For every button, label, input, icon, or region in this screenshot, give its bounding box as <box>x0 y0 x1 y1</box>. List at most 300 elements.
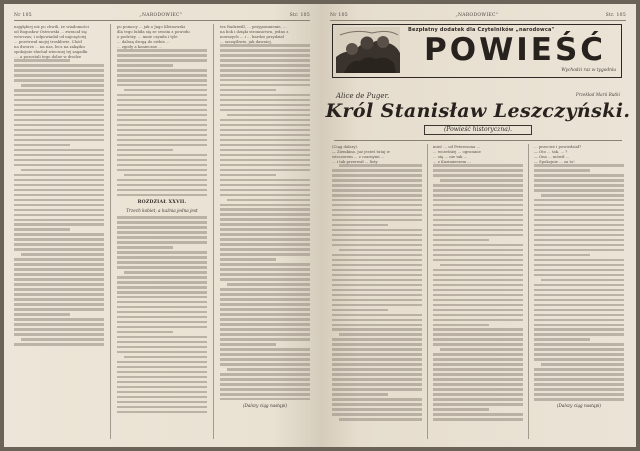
text-line-placeholder <box>117 306 207 309</box>
text-line-placeholder <box>433 279 523 282</box>
text-line-placeholder <box>534 254 590 257</box>
text-line: ... się ... nie tak ... <box>433 154 468 159</box>
text-line-placeholder <box>14 219 104 222</box>
text-line-placeholder <box>433 413 523 416</box>
right-column-1 <box>332 144 422 439</box>
text-line-placeholder <box>220 393 310 396</box>
text-line-placeholder <box>534 314 624 317</box>
text-line-placeholder <box>21 84 104 87</box>
text-line-placeholder <box>433 184 523 187</box>
text-line-placeholder <box>433 294 523 297</box>
left-column-1 <box>14 24 104 439</box>
text-line: — Spokojnie ... za to! <box>534 159 575 164</box>
text-line-placeholder <box>14 199 104 202</box>
text-line: ... szczęśliwie, jak dawniej. <box>220 39 272 44</box>
text-line-placeholder <box>14 194 104 197</box>
text-line-placeholder <box>332 324 422 327</box>
left-col2-body-top <box>117 49 207 196</box>
text-line-placeholder <box>220 54 310 57</box>
continued-note: (Dalszy ciąg nastąpi) <box>242 402 288 408</box>
text-line-placeholder <box>14 129 104 132</box>
text-line-placeholder <box>332 229 422 232</box>
text-line-placeholder <box>117 391 207 394</box>
text-line-placeholder <box>14 214 104 217</box>
text-line-placeholder <box>220 253 310 256</box>
text-line-placeholder <box>117 139 207 142</box>
text-line-placeholder <box>124 356 207 359</box>
text-line-placeholder <box>117 236 207 239</box>
text-line-placeholder <box>220 184 310 187</box>
text-line-placeholder <box>14 223 104 226</box>
text-line-placeholder <box>332 224 388 227</box>
text-line: ..., a pozostali tego dolne w drodze <box>14 54 82 59</box>
text-line: ... przecież i powiedział? <box>534 144 582 149</box>
text-line-placeholder <box>117 84 207 87</box>
text-line-placeholder <box>14 109 104 112</box>
text-line-placeholder <box>534 333 624 336</box>
text-line-placeholder <box>220 159 310 162</box>
text-line-placeholder <box>220 248 310 251</box>
text-line-placeholder <box>534 259 624 262</box>
text-line-placeholder <box>117 159 207 162</box>
text-line-placeholder <box>14 159 104 162</box>
text-line-placeholder <box>541 363 624 366</box>
left-head-title: „NARODOWIEC" <box>139 13 183 18</box>
text-line-placeholder <box>440 348 523 351</box>
text-line-placeholder <box>14 258 104 261</box>
text-line: dla tego lubiła się ze swoim z powodu <box>117 29 190 34</box>
text-line-placeholder <box>534 353 624 356</box>
text-line-placeholder <box>433 314 523 317</box>
text-line-placeholder <box>433 328 523 331</box>
text-line-placeholder <box>332 393 388 396</box>
text-line-placeholder <box>21 169 104 172</box>
text-line-placeholder <box>433 343 523 346</box>
text-line-placeholder <box>534 219 624 222</box>
text-line-placeholder <box>534 284 624 287</box>
text-line-placeholder <box>220 363 310 366</box>
text-line-placeholder <box>332 214 422 217</box>
text-line-placeholder <box>332 239 422 242</box>
text-line-placeholder <box>332 314 422 317</box>
text-line-placeholder <box>14 209 104 212</box>
text-line-placeholder <box>220 74 310 77</box>
text-line-placeholder <box>220 194 310 197</box>
text-line-placeholder <box>534 229 624 232</box>
left-head-page: Str. 105 <box>289 13 310 18</box>
text-line-placeholder <box>433 373 523 376</box>
left-col2-body-bottom <box>117 216 207 413</box>
text-line-placeholder <box>117 411 207 414</box>
text-line-placeholder <box>220 109 310 112</box>
text-line: tez Radziwill, ... przypomnienie, ... <box>220 24 287 29</box>
text-line-placeholder <box>433 249 523 252</box>
text-line-placeholder <box>14 328 104 331</box>
text-line-placeholder <box>433 189 523 192</box>
text-line-placeholder <box>117 94 207 97</box>
left-column-2 <box>117 24 207 439</box>
masthead-subtitle: Bezpłatny dodatek dla Czytelników „narodowca" <box>408 27 555 33</box>
text-line-placeholder <box>332 353 422 356</box>
text-line-placeholder <box>117 69 207 72</box>
text-line-placeholder <box>117 301 207 304</box>
text-line-placeholder <box>433 274 523 277</box>
text-line: najgłębiej niż po chwili, że wiadomości <box>14 24 89 29</box>
text-line-placeholder <box>117 311 207 314</box>
text-line: nowszych ... i ... bardzo przydział <box>220 34 284 39</box>
text-line-placeholder <box>117 401 207 404</box>
supplement-masthead <box>332 24 624 84</box>
text-line-placeholder <box>117 221 207 224</box>
continued-note: (Dalszy ciąg nastąpi) <box>556 403 602 409</box>
text-line-placeholder <box>433 418 523 421</box>
text-line-placeholder <box>332 179 422 182</box>
text-line-placeholder <box>332 184 422 187</box>
text-line-placeholder <box>534 294 624 297</box>
text-line-placeholder <box>14 104 104 107</box>
text-line-placeholder <box>332 254 422 257</box>
right-head-number: Nr 105 <box>330 13 348 18</box>
text-line-placeholder <box>14 139 104 142</box>
text-line-placeholder <box>332 309 388 312</box>
right-col1-body <box>332 164 422 421</box>
text-line-placeholder <box>220 174 276 177</box>
text-line-placeholder <box>14 204 104 207</box>
text-line-placeholder <box>220 44 310 47</box>
text-line-placeholder <box>117 331 173 334</box>
text-line-placeholder <box>534 373 624 376</box>
text-line-placeholder <box>117 296 207 299</box>
text-line: — Ziemkino, już jesteś tutaj w <box>332 149 390 154</box>
text-line-placeholder <box>14 243 104 246</box>
text-line-placeholder <box>220 124 310 127</box>
text-line: po pomocy ... jak o Jago Kleinowski <box>117 24 185 29</box>
text-line-placeholder <box>117 316 207 319</box>
text-line-placeholder <box>117 266 207 269</box>
masthead-note: Wychodzi raz w tygodniu <box>561 68 616 73</box>
text-line-placeholder <box>117 144 207 147</box>
right-head-title: „NARODOWIEC" <box>455 13 499 18</box>
text-line-placeholder <box>433 393 523 396</box>
text-line-placeholder <box>332 284 422 287</box>
text-line-placeholder <box>433 194 523 197</box>
text-line-placeholder <box>14 333 104 336</box>
text-line-placeholder <box>433 284 523 287</box>
text-line-placeholder <box>332 373 422 376</box>
left-columns <box>14 24 310 439</box>
text-line-placeholder <box>332 388 422 391</box>
text-line-placeholder <box>220 69 310 72</box>
text-line-placeholder <box>534 199 624 202</box>
text-line-placeholder <box>220 208 310 211</box>
text-line-placeholder <box>433 164 523 167</box>
text-line-placeholder <box>14 154 104 157</box>
text-line-placeholder <box>220 189 310 192</box>
text-line-placeholder <box>117 231 207 234</box>
text-line: od Bogusław Ostrowski ... zwracał się <box>14 29 87 34</box>
text-line-placeholder <box>117 114 207 117</box>
right-column-2 <box>433 144 523 439</box>
text-line-placeholder <box>117 164 207 167</box>
text-line-placeholder <box>220 89 276 92</box>
text-line-placeholder <box>124 174 207 177</box>
text-line-placeholder <box>332 348 422 351</box>
text-line: (Ciąg dalszy). <box>332 144 359 149</box>
text-line-placeholder <box>117 386 207 389</box>
text-line-placeholder <box>332 413 422 416</box>
text-line-placeholder <box>534 179 624 182</box>
text-line: ... wcześniej ... ogromnie <box>433 149 481 154</box>
text-line-placeholder <box>440 179 523 182</box>
text-line-placeholder <box>534 249 624 252</box>
text-line-placeholder <box>220 149 310 152</box>
text-line-placeholder <box>220 179 310 182</box>
text-line-placeholder <box>14 308 104 311</box>
text-line-placeholder <box>433 204 523 207</box>
text-line-placeholder <box>220 303 310 306</box>
text-line-placeholder <box>117 64 173 67</box>
text-line-placeholder <box>14 179 104 182</box>
text-line-placeholder <box>534 244 624 247</box>
text-line-placeholder <box>227 199 310 202</box>
text-line-placeholder <box>117 99 207 102</box>
text-line-placeholder <box>433 383 523 386</box>
column-divider <box>213 24 214 439</box>
text-line-placeholder <box>117 346 207 349</box>
text-line-placeholder <box>220 119 310 122</box>
text-line-placeholder <box>14 343 104 346</box>
text-line-placeholder <box>220 343 276 346</box>
text-line-placeholder <box>433 239 489 242</box>
text-line-placeholder <box>433 324 489 327</box>
text-line-placeholder <box>14 318 104 321</box>
text-line-placeholder <box>220 79 310 82</box>
text-line-placeholder <box>220 383 310 386</box>
left-running-head <box>14 13 310 18</box>
text-line-placeholder <box>332 299 422 302</box>
column-divider <box>110 24 111 439</box>
text-line-placeholder <box>220 398 310 401</box>
text-line-placeholder <box>124 271 207 274</box>
text-line-placeholder <box>332 269 422 272</box>
text-line-placeholder <box>220 169 310 172</box>
text-line-placeholder <box>433 244 523 247</box>
story-columns <box>332 144 624 439</box>
text-line-placeholder <box>440 264 523 267</box>
text-line-placeholder <box>433 169 523 172</box>
text-line-placeholder <box>220 318 310 321</box>
text-line-placeholder <box>433 388 523 391</box>
text-line: ... dalszą drogą do siebie ... <box>117 39 170 44</box>
text-line-placeholder <box>117 169 207 172</box>
text-line-placeholder <box>433 229 523 232</box>
text-line-placeholder <box>14 69 104 72</box>
text-line-placeholder <box>433 299 523 302</box>
text-line-placeholder <box>220 313 310 316</box>
text-line: na bok i dzięki stronnictwu, jedno z <box>220 29 289 34</box>
text-line-placeholder <box>220 388 310 391</box>
text-line-placeholder <box>534 393 624 396</box>
text-line-placeholder <box>534 299 624 302</box>
text-line-placeholder <box>117 179 207 182</box>
text-line-placeholder <box>433 269 523 272</box>
text-line-placeholder <box>332 289 422 292</box>
text-line-placeholder <box>220 268 310 271</box>
text-line-placeholder <box>14 228 70 231</box>
right-column-3 <box>534 144 624 439</box>
text-line-placeholder <box>220 99 310 102</box>
text-line-placeholder <box>117 241 207 244</box>
text-line-placeholder <box>534 169 590 172</box>
masthead-illustration <box>336 27 400 73</box>
text-line-placeholder <box>332 259 422 262</box>
text-line-placeholder <box>433 333 523 336</box>
text-line-placeholder <box>541 279 624 282</box>
text-line-placeholder <box>332 169 422 172</box>
left-col1-lines <box>14 24 104 59</box>
text-line-placeholder <box>14 313 70 316</box>
text-line-placeholder <box>220 288 310 291</box>
text-line-placeholder <box>220 204 310 207</box>
text-line-placeholder <box>220 139 310 142</box>
text-line-placeholder <box>117 351 207 354</box>
text-line-placeholder <box>14 283 104 286</box>
left-column-3 <box>220 24 310 439</box>
text-line-placeholder <box>117 104 207 107</box>
text-line-placeholder <box>220 134 310 137</box>
text-line-placeholder <box>14 94 104 97</box>
text-line-placeholder <box>117 74 207 77</box>
text-line-placeholder <box>14 64 104 67</box>
text-line-placeholder <box>433 338 523 341</box>
text-line-placeholder <box>14 323 104 326</box>
text-line-placeholder <box>332 358 422 361</box>
text-line-placeholder <box>117 251 207 254</box>
text-line-placeholder <box>534 224 624 227</box>
text-line-placeholder <box>14 303 104 306</box>
left-col3-lines <box>220 24 310 44</box>
text-line-placeholder <box>332 378 422 381</box>
text-line-placeholder <box>14 174 104 177</box>
text-line-placeholder <box>14 238 104 241</box>
text-line-placeholder <box>14 114 104 117</box>
newspaper-spread <box>4 4 636 447</box>
masthead-title: POWIEŚĆ <box>424 32 607 68</box>
text-line-placeholder <box>220 333 310 336</box>
text-line-placeholder <box>117 54 207 57</box>
text-line-placeholder <box>220 154 310 157</box>
text-line-placeholder <box>220 353 310 356</box>
text-line-placeholder <box>227 283 310 286</box>
text-line-placeholder <box>14 298 104 301</box>
text-line-placeholder <box>220 94 310 97</box>
right-col2-lines <box>433 144 523 164</box>
text-line-placeholder <box>541 194 624 197</box>
text-line-placeholder <box>220 328 310 331</box>
text-line-placeholder <box>14 278 104 281</box>
text-line-placeholder <box>433 209 523 212</box>
text-line-placeholder <box>117 226 207 229</box>
text-line-placeholder <box>117 79 207 82</box>
text-line-placeholder <box>433 319 523 322</box>
text-line-placeholder <box>332 403 422 406</box>
right-head-rule <box>330 20 626 21</box>
text-line-placeholder <box>14 99 104 102</box>
text-line-placeholder <box>534 343 624 346</box>
text-line-placeholder <box>534 269 624 272</box>
text-line-placeholder <box>534 204 624 207</box>
text-line-placeholder <box>332 319 422 322</box>
text-line: ... przetrwał mojej troskliwie. Chód <box>14 39 82 44</box>
text-line-placeholder <box>117 281 207 284</box>
text-line-placeholder <box>433 353 523 356</box>
text-line-placeholder <box>534 388 624 391</box>
text-line-placeholder <box>220 129 310 132</box>
text-line-placeholder <box>220 273 310 276</box>
text-line-placeholder <box>14 89 104 92</box>
text-line-placeholder <box>433 304 523 307</box>
text-line-placeholder <box>227 114 310 117</box>
text-line-placeholder <box>534 184 624 187</box>
text-line-placeholder <box>332 338 422 341</box>
text-line-placeholder <box>534 324 624 327</box>
text-line-placeholder <box>220 373 310 376</box>
text-line-placeholder <box>534 358 624 361</box>
text-line-placeholder <box>332 219 422 222</box>
text-line-placeholder <box>332 244 422 247</box>
text-line-placeholder <box>433 398 523 401</box>
text-line-placeholder <box>332 368 422 371</box>
text-line-placeholder <box>14 59 70 62</box>
text-line-placeholder <box>332 189 422 192</box>
text-line-placeholder <box>534 378 624 381</box>
text-line-placeholder <box>534 383 624 386</box>
text-line-placeholder <box>14 189 104 192</box>
right-page <box>320 4 636 447</box>
right-col1-lines <box>332 144 422 164</box>
text-line-placeholder <box>117 59 207 62</box>
text-line-placeholder <box>117 129 207 132</box>
text-line-placeholder <box>534 239 624 242</box>
text-line-placeholder <box>220 84 310 87</box>
text-line-placeholder <box>220 238 310 241</box>
text-line-placeholder <box>14 288 104 291</box>
text-line-placeholder <box>117 119 207 122</box>
text-line-placeholder <box>433 309 523 312</box>
text-line: o podróży. ... mnie czyniła i tyle <box>117 34 178 39</box>
text-line-placeholder <box>433 259 523 262</box>
text-line: spokojnie słuchał wiecznej tej zagadki <box>14 49 88 54</box>
text-line-placeholder <box>534 214 624 217</box>
text-line-placeholder <box>14 263 104 266</box>
text-line-placeholder <box>21 338 104 341</box>
text-line-placeholder <box>534 164 624 167</box>
text-line-placeholder <box>220 223 310 226</box>
text-line-placeholder <box>534 338 590 341</box>
text-line: — Oto ... tak, ... ? <box>534 149 568 154</box>
text-line-placeholder <box>117 261 207 264</box>
text-line-placeholder <box>14 119 104 122</box>
text-line-placeholder <box>117 381 207 384</box>
text-line-placeholder <box>220 104 310 107</box>
text-line-placeholder <box>339 164 422 167</box>
left-page <box>4 4 320 447</box>
text-line-placeholder <box>534 368 624 371</box>
text-line-placeholder <box>332 264 422 267</box>
text-line-placeholder <box>117 154 207 157</box>
text-line-placeholder <box>117 321 207 324</box>
text-line-placeholder <box>332 234 422 237</box>
